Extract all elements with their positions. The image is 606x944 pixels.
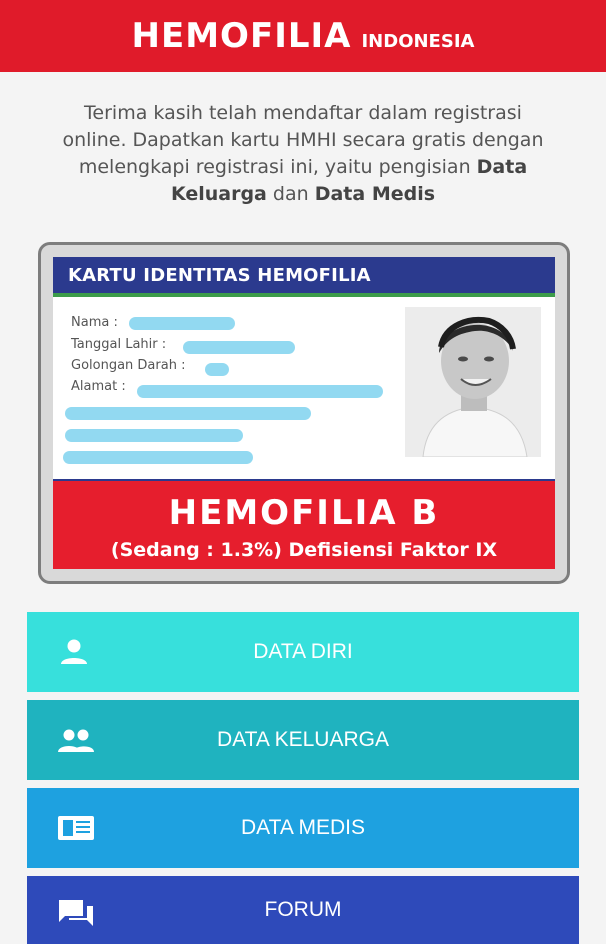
diagnosis-severity: (Sedang : 1.3%) Defisiensi Faktor IX bbox=[110, 539, 498, 561]
portrait-illustration bbox=[405, 307, 541, 457]
intro-bold-data: Data bbox=[476, 156, 528, 178]
data-medis-label: DATA MEDIS bbox=[240, 816, 366, 839]
intro-text bbox=[30, 100, 576, 208]
card-header-accent-line bbox=[53, 293, 555, 297]
brand-logo-text: HEMOFILIA bbox=[131, 16, 352, 56]
intro-text-segment: melengkapi registrasi ini, yaitu pengisian bbox=[78, 156, 477, 178]
data-diri-button[interactable] bbox=[27, 612, 579, 692]
data-keluarga-button[interactable] bbox=[27, 700, 579, 780]
redacted-value bbox=[205, 363, 229, 376]
id-card bbox=[53, 257, 555, 569]
redacted-value bbox=[183, 341, 295, 354]
redacted-value bbox=[63, 451, 253, 464]
card-title: KARTU IDENTITAS HEMOFILIA bbox=[53, 257, 555, 293]
intro-line: Terima kasih telah mendaftar dalam registrasi bbox=[84, 102, 522, 124]
card-field-nama: Nama : bbox=[71, 315, 118, 330]
card-field-alamat: Alamat : bbox=[71, 379, 126, 394]
app-header bbox=[0, 0, 606, 72]
group-icon bbox=[57, 726, 91, 754]
intro-line bbox=[30, 154, 576, 181]
person-icon bbox=[57, 638, 91, 666]
intro-line: online. Dapatkan kartu HMHI secara gratis dengan bbox=[62, 129, 544, 151]
brand-subtitle: INDONESIA bbox=[361, 30, 475, 52]
id-card-frame bbox=[38, 242, 570, 584]
data-keluarga-label: DATA KELUARGA bbox=[217, 728, 389, 751]
diagnosis-title: HEMOFILIA B bbox=[168, 493, 440, 533]
medical-record-icon bbox=[57, 814, 91, 842]
intro-text-segment: dan bbox=[266, 183, 315, 205]
forum-icon bbox=[57, 898, 91, 926]
card-field-tanggal-lahir: Tanggal Lahir : bbox=[71, 337, 167, 352]
card-field-golongan-darah: Golongan Darah : bbox=[71, 358, 186, 373]
redacted-value bbox=[65, 407, 311, 420]
data-medis-button[interactable] bbox=[27, 788, 579, 868]
forum-button[interactable] bbox=[27, 876, 579, 944]
redacted-value bbox=[65, 429, 243, 442]
member-photo bbox=[405, 307, 541, 457]
forum-label: FORUM bbox=[264, 898, 342, 921]
intro-bold-data-medis: Data Medis bbox=[314, 183, 436, 205]
intro-bold-keluarga: Keluarga bbox=[170, 183, 267, 205]
diagnosis-banner bbox=[53, 479, 555, 569]
intro-line bbox=[30, 181, 576, 208]
redacted-value bbox=[129, 317, 235, 330]
data-diri-label: DATA DIRI bbox=[253, 640, 353, 663]
redacted-value bbox=[137, 385, 383, 398]
